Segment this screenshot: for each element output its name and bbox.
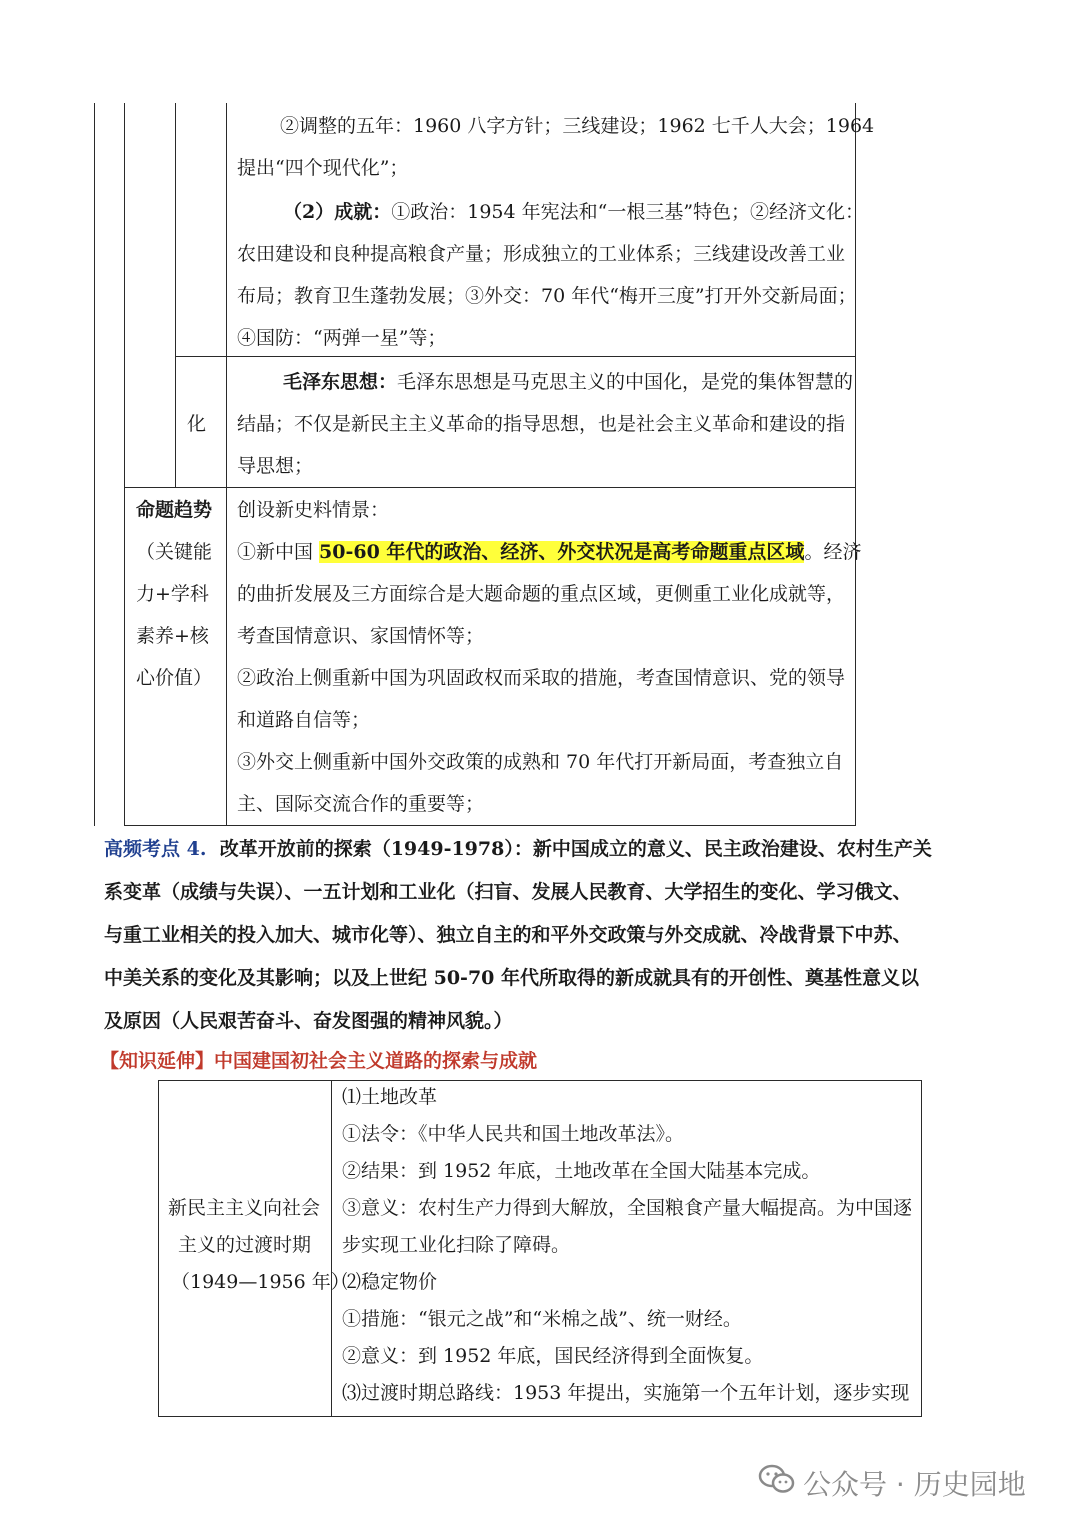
row-c-line: ③外交上侧重新中国外交政策的成熟和 70 年代打开新局面，考查独立自 xyxy=(237,751,844,773)
table1-row-line-1 xyxy=(175,356,856,357)
extension-item: ①法令：《中华人民共和国土地改革法》。 xyxy=(342,1123,685,1145)
row-b-line: 结晶；不仅是新民主主义革命的指导思想，也是社会主义革命和建设的指 xyxy=(237,413,846,435)
key-point-4-text: 改革开放前的探索（1949-1978）：新中国成立的意义、民主政治建设、农村生产关 xyxy=(219,838,932,860)
period-label: 新民主主义向社会 xyxy=(168,1197,321,1219)
mao-thought-heading: 毛泽东思想： xyxy=(283,371,398,393)
exam-trend-sub: 力+学科 xyxy=(136,583,209,605)
key-point-4-label: 高频考点 4. xyxy=(104,838,207,860)
table1-border-left xyxy=(94,103,95,826)
row-c-line: 的曲折发展及三方面综合是大题命题的重点区域，更侧重工业化成就等， xyxy=(237,583,846,605)
extension-item: ①措施：“银元之战”和“米棉之战”、统一财经。 xyxy=(342,1308,742,1330)
period-years: （1949—1956 年） xyxy=(171,1271,350,1293)
extension-item: ②结果：到 1952 年底，土地改革在全国大陆基本完成。 xyxy=(342,1160,821,1182)
row-a-line: ②调整的五年：1960 八字方针；三线建设；1962 七千人大会；1964 xyxy=(280,115,875,137)
table1-row-line-2 xyxy=(124,487,856,488)
row-c-line: 和道路自信等； xyxy=(237,709,371,731)
table2-col-split xyxy=(331,1080,332,1417)
key-point-4-line: 与重工业相关的投入加大、城市化等）、独立自主的和平外交政策与外交成就、冷战背景下中苏、 xyxy=(104,924,912,946)
extension-item: ⑴土地改革 xyxy=(342,1086,438,1108)
highlighted-key-point: 50-60 年代的政治、经济、外交状况是高考命题重点区域 xyxy=(319,541,805,563)
table1-border-bottom xyxy=(124,825,856,826)
period-label: 主义的过渡时期 xyxy=(178,1234,312,1256)
achievements-text: ①政治：1954 年宪法和“一根三基”特色；②经济文化： xyxy=(391,201,865,223)
mao-thought-text: 毛泽东思想是马克思主义的中国化，是党的集体智慧的 xyxy=(397,371,854,393)
row-a-line: 提出“四个现代化”； xyxy=(237,157,409,179)
row-a-line: 布局；教育卫生蓬勃发展；③外交：70 年代“梅开三度”打开外交新局面； xyxy=(237,285,857,307)
extension-item: ③意义：农村生产力得到大解放，全国粮食产量大幅提高。为中国逐 xyxy=(342,1197,913,1219)
key-point-4-line xyxy=(104,837,932,861)
table2-border-bottom xyxy=(158,1416,922,1417)
row-a-line xyxy=(283,200,864,224)
key-point-4-line: 中美关系的变化及其影响；以及上世纪 50-70 年代所取得的新成就具有的开创性、奠基性意义以 xyxy=(104,967,919,989)
row-c-line: 主、国际交流合作的重要等； xyxy=(237,793,485,815)
row-a-line: ④国防：“两弹一星”等； xyxy=(237,327,447,349)
table1-col-split-a xyxy=(175,103,176,488)
table2-border-left xyxy=(158,1080,159,1417)
table2-border-top xyxy=(158,1080,922,1081)
row-b-line xyxy=(283,370,853,394)
row-c-prefix: ①新中国 xyxy=(237,541,320,563)
row-a-line: 农田建设和良种提高粮食产量；形成独立的工业体系；三线建设改善工业 xyxy=(237,243,846,265)
extension-item: ②意义：到 1952 年底，国民经济得到全面恢复。 xyxy=(342,1345,764,1367)
watermark-text: 公众号 · 历史园地 xyxy=(803,1468,1026,1501)
table1-inner-left xyxy=(124,103,125,826)
row-c-line xyxy=(237,540,861,564)
row-c-line: 考查国情意识、家国情怀等； xyxy=(237,625,485,647)
row-b-line: 导思想； xyxy=(237,455,314,477)
exam-trend-sub: 素养+核 xyxy=(136,625,209,647)
exam-trend-sub: （关键能 xyxy=(136,541,213,563)
row-c-line: 创设新史料情景： xyxy=(237,499,390,521)
extension-item: 步实现工业化扫除了障碍。 xyxy=(342,1234,571,1256)
exam-trend-label: 命题趋势 xyxy=(136,499,213,521)
extension-item: ⑵稳定物价 xyxy=(342,1271,438,1293)
row-b-left-label: 化 xyxy=(187,413,207,435)
key-point-4-line: 系变革（成绩与失误）、一五计划和工业化（扫盲、发展人民教育、大学招生的变化、学习俄文、 xyxy=(104,881,912,903)
row-c-line: ②政治上侧重新中国为巩固政权而采取的措施，考查国情意识、党的领导 xyxy=(237,667,846,689)
table1-col-split-b xyxy=(226,103,227,826)
knowledge-extension-title: 【知识延伸】中国建国初社会主义道路的探索与成就 xyxy=(100,1050,538,1072)
achievements-heading: （2）成就： xyxy=(283,201,392,223)
row-c-suffix: 。经济 xyxy=(804,541,862,563)
table2-border-right xyxy=(921,1080,922,1417)
extension-item: ⑶过渡时期总路线：1953 年提出，实施第一个五年计划，逐步实现 xyxy=(342,1382,910,1404)
wechat-icon xyxy=(758,1463,796,1495)
exam-trend-sub: 心价值） xyxy=(136,667,213,689)
key-point-4-line: 及原因（人民艰苦奋斗、奋发图强的精神风貌。） xyxy=(104,1010,513,1032)
